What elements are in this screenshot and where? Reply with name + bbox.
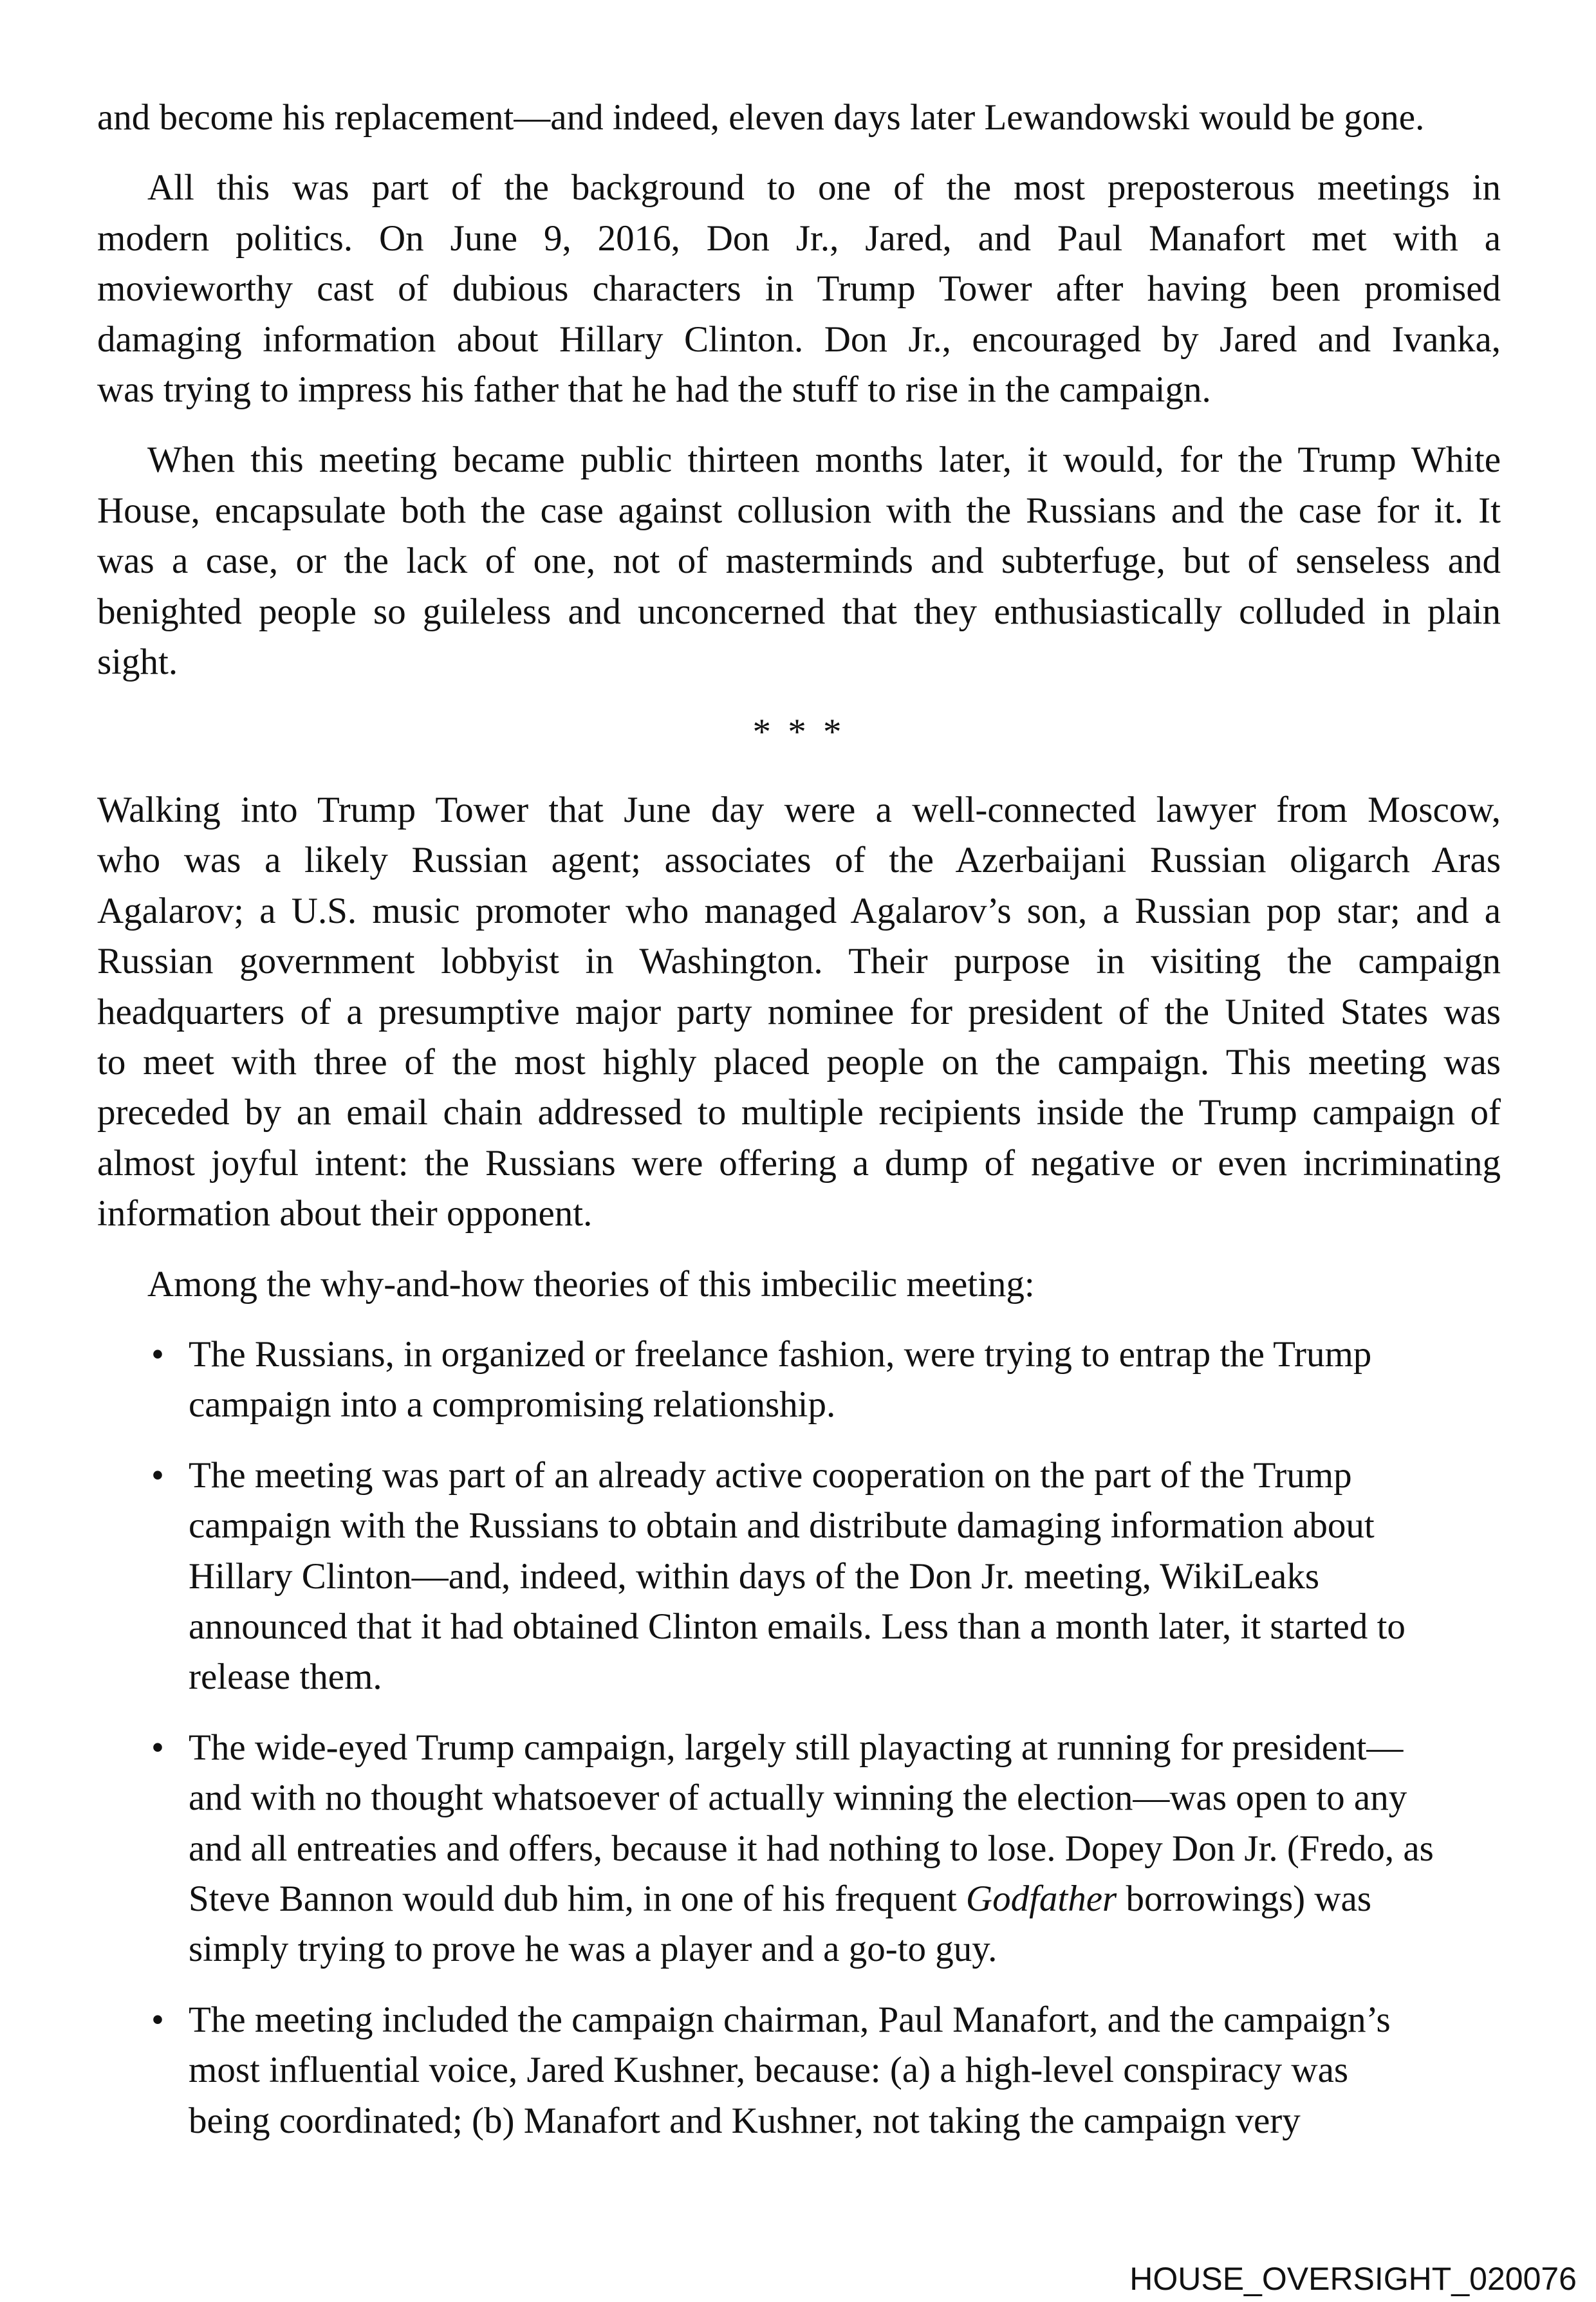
text-line: campaign with the Russians to obtain and distribute damaging information about — [189, 1505, 1375, 1546]
text-line: The wide-eyed Trump campaign, largely still playacting at running for president— — [189, 1727, 1404, 1768]
paragraph — [97, 785, 1501, 1239]
text-line: Among the why-and-how theories of this imbecilic meeting: — [147, 1263, 1035, 1304]
paragraph — [97, 93, 1501, 143]
text-line: who was a likely Russian agent; associates of the Azerbaijani Russian oligarch Aras — [97, 840, 1501, 881]
document-page — [97, 93, 1501, 2166]
text-segment: borrowings) was — [1117, 1879, 1372, 1919]
text-line: movieworthy cast of dubious characters in Trump Tower after having been promised — [97, 268, 1501, 310]
text-line: and all entreaties and offers, because it had nothing to lose. Dopey Don Jr. (Fredo, as — [189, 1828, 1434, 1869]
text-line: was a case, or the lack of one, not of masterminds and subterfuge, but of senseless and — [97, 541, 1501, 582]
paragraph — [97, 435, 1501, 687]
italic-title: Godfather — [965, 1879, 1117, 1919]
text-line: damaging information about Hillary Clinton. Don Jr., encouraged by Jared and Ivanka, — [97, 319, 1501, 360]
text-segment: Steve Bannon would dub him, in one of his frequent — [189, 1879, 966, 1919]
text-line: preceded by an email chain addressed to multiple recipients inside the Trump campaign of — [97, 1092, 1501, 1133]
paragraph — [97, 1259, 1501, 1310]
bullet-marker: • — [151, 1999, 164, 2040]
bullet-item — [97, 1330, 1501, 1431]
text-line: sight. — [97, 642, 178, 683]
text-line: almost joyful intent: the Russians were offering a dump of negative or even incriminating — [97, 1142, 1501, 1183]
text-line: The Russians, in organized or freelance fashion, were trying to entrap the Trump — [189, 1333, 1372, 1375]
text-line: All this was part of the background to one of the most preposterous meetings in — [147, 167, 1501, 209]
text-line — [189, 1874, 1501, 1924]
text-line: Walking into Trump Tower that June day were a well-connected lawyer from Moscow, — [97, 789, 1501, 830]
text-line: The meeting was part of an already active cooperation on the part of the Trump — [189, 1454, 1352, 1496]
text-line: most influential voice, Jared Kushner, because: (a) a high-level conspiracy was — [189, 2050, 1349, 2091]
text-line: House, encapsulate both the case against collusion with the Russians and the case for it. It — [97, 490, 1501, 531]
section-break: * * * — [752, 712, 846, 753]
text-line: release them. — [189, 1657, 382, 1698]
text-line: to meet with three of the most highly placed people on the campaign. This meeting was — [97, 1041, 1501, 1082]
text-line: announced that it had obtained Clinton emails. Less than a month later, it started to — [189, 1606, 1406, 1647]
bullet-marker: • — [151, 1454, 164, 1496]
text-line: Hillary Clinton—and, indeed, within days of the Don Jr. meeting, WikiLeaks — [189, 1555, 1320, 1597]
text-line: and with no thought whatsoever of actually winning the election—was open to any — [189, 1778, 1407, 1819]
text-line: Agalarov; a U.S. music promoter who managed Agalarov’s son, a Russian pop star; and a — [97, 890, 1501, 931]
bullet-item — [97, 1451, 1501, 1703]
bullet-marker: • — [151, 1333, 164, 1375]
text-line: Russian government lobbyist in Washington. Their purpose in visiting the campaign — [97, 941, 1501, 982]
paragraph — [97, 163, 1501, 415]
text-line: being coordinated; (b) Manafort and Kushner, not taking the campaign very — [189, 2100, 1301, 2141]
text-line: simply trying to prove he was a player and a go-to guy. — [189, 1929, 998, 1970]
bullet-item — [97, 1995, 1501, 2146]
text-line: campaign into a compromising relationship. — [189, 1384, 836, 1425]
text-line: The meeting included the campaign chairman, Paul Manafort, and the campaign’s — [189, 1999, 1391, 2040]
text-line: was trying to impress his father that he had the stuff to rise in the campaign. — [97, 369, 1211, 411]
bates-stamp: HOUSE_OVERSIGHT_020076 — [1129, 2261, 1577, 2297]
text-line: benighted people so guileless and unconcerned that they enthusiastically colluded in plain — [97, 591, 1501, 632]
text-line: modern politics. On June 9, 2016, Don Jr., Jared, and Paul Manafort met with a — [97, 218, 1501, 259]
text-line: When this meeting became public thirteen months later, it would, for the Trump White — [147, 440, 1501, 481]
text-line: and become his replacement—and indeed, eleven days later Lewandowski would be gone. — [97, 97, 1425, 138]
bullet-marker: • — [151, 1727, 164, 1768]
text-line: information about their opponent. — [97, 1193, 593, 1234]
bullet-item — [97, 1723, 1501, 1975]
text-line: headquarters of a presumptive major party nominee for president of the United States was — [97, 991, 1501, 1032]
